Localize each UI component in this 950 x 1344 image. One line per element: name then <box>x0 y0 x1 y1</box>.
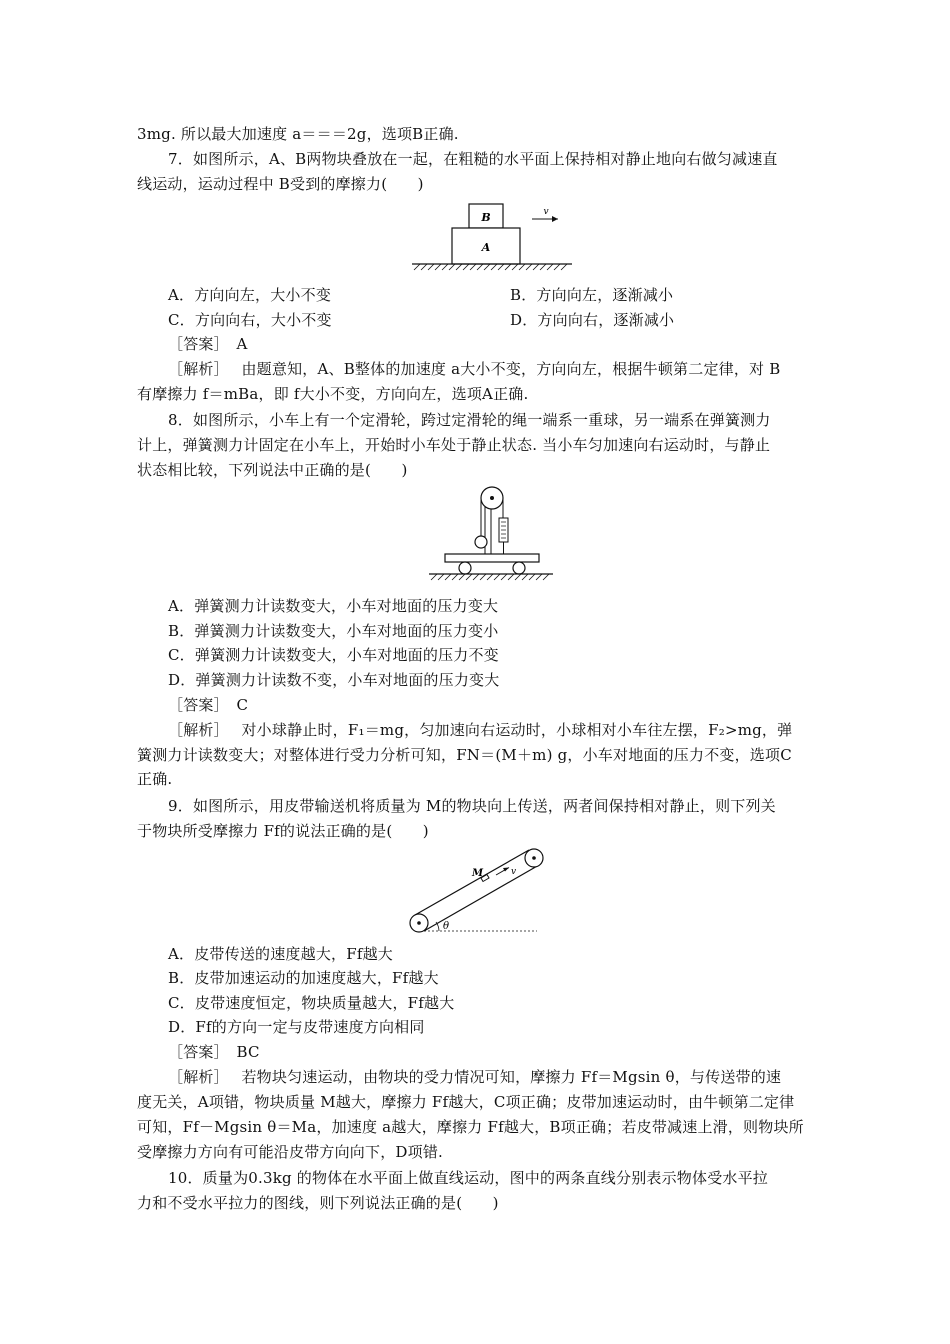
text-line: 计上，弹簧测力计固定在小车上，开始时小车处于静止状态. 当小车匀加速向右运动时，与静止 <box>137 436 771 454</box>
question-8: 8．如图所示，小车上有一个定滑轮，跨过定滑轮的绳一端系一重球，另一端系在弹簧测力 <box>168 411 771 429</box>
option-a: A．弹簧测力计读数变大，小车对地面的压力变大 <box>168 597 499 615</box>
text-line: 3mg. 所以最大加速度 a＝＝＝2g，选项B正确. <box>137 125 459 143</box>
option-c: C．弹簧测力计读数变大，小车对地面的压力不变 <box>168 646 499 664</box>
question-10: 10．质量为0.3kg 的物体在水平面上做直线运动，图中的两条直线分别表示物体受水平拉 <box>168 1169 769 1187</box>
angle-label: θ <box>443 921 450 932</box>
text-line: 状态相比较，下列说法中正确的是( ) <box>137 461 408 479</box>
option-a: A．皮带传送的速度越大，Ff越大 <box>168 945 393 963</box>
figure-cart-pulley <box>425 484 555 586</box>
figure-blocks-on-surface <box>410 198 575 274</box>
explanation: ［解析］ 若物块匀速运动，由物块的受力情况可知，摩擦力 Ff＝Mgsin θ，与传送带的速 <box>168 1068 782 1086</box>
option-d: D．方向向右，逐渐减小 <box>510 311 675 329</box>
text-line: 力和不受水平拉力的图线，则下列说法正确的是( ) <box>137 1194 499 1212</box>
option-b: B．方向向左，逐渐减小 <box>510 286 674 304</box>
answer: ［答案］ BC <box>168 1043 260 1061</box>
option-d: D．Ff的方向一定与皮带速度方向相同 <box>168 1018 425 1036</box>
text-line: 簧测力计读数变大；对整体进行受力分析可知，FN＝(M＋m) g，小车对地面的压力不变，选项C <box>137 746 792 764</box>
text-line: 有摩擦力 f＝mBa，即 f大小不变，方向向左，选项A正确. <box>137 385 529 403</box>
option-b: B．弹簧测力计读数变大，小车对地面的压力变小 <box>168 622 499 640</box>
option-c: C．方向向右，大小不变 <box>168 311 332 329</box>
mass-label: M <box>472 868 484 879</box>
answer: ［答案］ A <box>168 335 248 353</box>
block-b-label: B <box>481 211 491 224</box>
velocity-label: v <box>511 867 517 877</box>
option-a: A．方向向左，大小不变 <box>168 286 332 304</box>
option-c: C．皮带速度恒定，物块质量越大，Ff越大 <box>168 994 455 1012</box>
block-a-label: A <box>481 241 491 254</box>
text-line: 受摩擦力方向有可能沿皮带方向向下，D项错. <box>137 1143 443 1161</box>
text-line: 正确. <box>137 770 173 788</box>
figure-conveyor-belt <box>405 843 545 935</box>
question-9: 9．如图所示，用皮带输送机将质量为 M的物块向上传送，两者间保持相对静止，则下列关 <box>168 797 776 815</box>
option-d: D．弹簧测力计读数不变，小车对地面的压力变大 <box>168 671 500 689</box>
explanation: ［解析］ 由题意知，A、B整体的加速度 a大小不变，方向向左，根据牛顿第二定律，对 B <box>168 360 781 378</box>
explanation: ［解析］ 对小球静止时，F₁＝mg，匀加速向右运动时，小球相对小车往左摆，F₂>mg，弹 <box>168 721 793 739</box>
text-line: 于物块所受摩擦力 Ff的说法正确的是( ) <box>137 822 429 840</box>
velocity-label: v <box>543 207 549 217</box>
text-line: 可知，Ff－Mgsin θ＝Ma，加速度 a越大，摩擦力 Ff越大，B项正确；若皮带减速上滑，则物块所 <box>137 1118 804 1136</box>
text-line: 线运动，运动过程中 B受到的摩擦力( ) <box>137 175 424 193</box>
question-7: 7．如图所示，A、B两物块叠放在一起，在粗糙的水平面上保持相对静止地向右做匀减速直 <box>168 150 778 168</box>
text-line: 度无关，A项错，物块质量 M越大，摩擦力 Ff越大，C项正确；皮带加速运动时，由牛顿第二定律 <box>137 1093 795 1111</box>
option-b: B．皮带加速运动的加速度越大，Ff越大 <box>168 969 439 987</box>
answer: ［答案］ C <box>168 696 249 714</box>
